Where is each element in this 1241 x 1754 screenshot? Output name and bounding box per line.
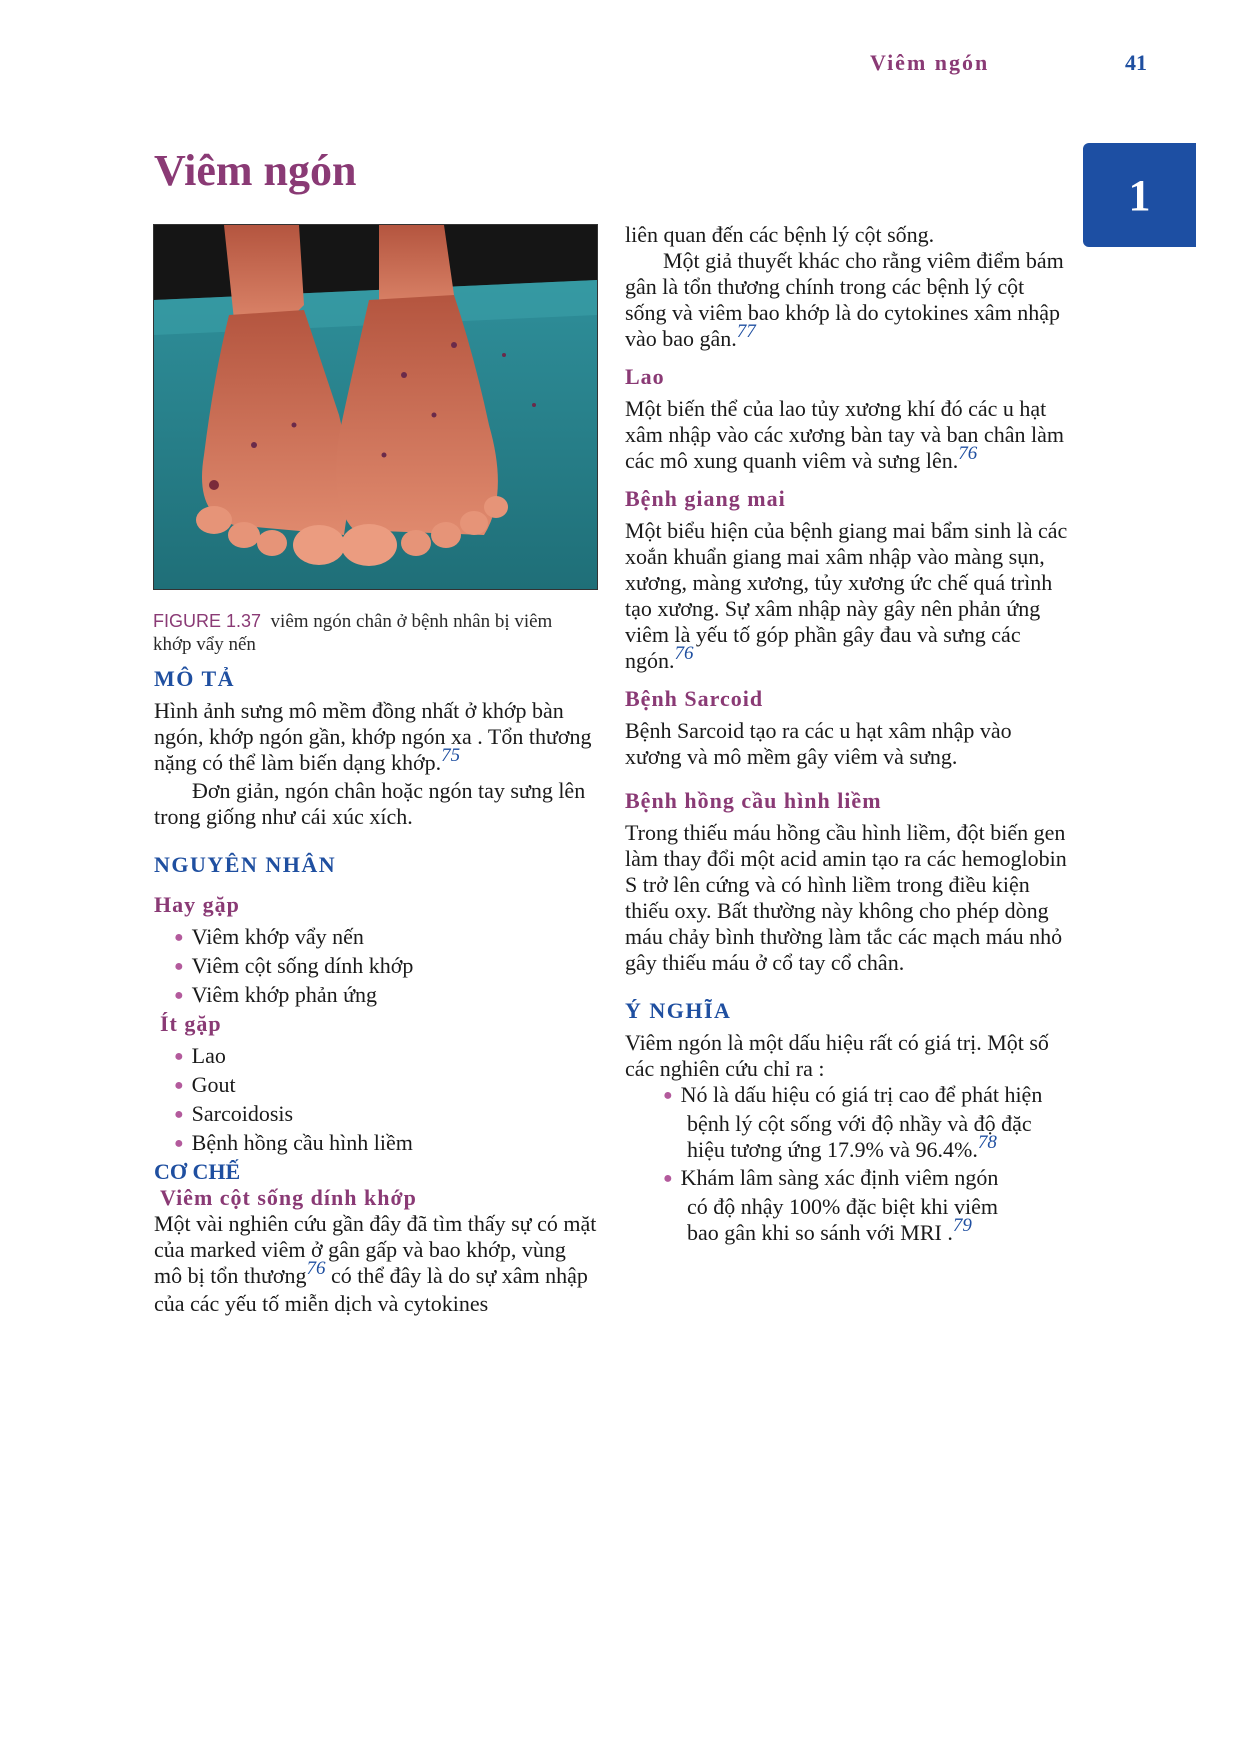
page-title: Viêm ngón xyxy=(154,146,357,195)
list-item: ● Viêm khớp phản ứng xyxy=(174,982,378,1007)
list-item: ● Gout xyxy=(174,1072,236,1097)
bullet-icon: ● xyxy=(174,1106,184,1123)
list-uncommon-causes xyxy=(154,1043,599,1159)
left-column xyxy=(154,666,599,1317)
list-item: ● Lao xyxy=(174,1043,226,1068)
figure-label: FIGURE 1.37 xyxy=(153,611,262,631)
co-che-text-a: Một vài nghiên cứu gần đây đã tìm thấy sự có mặt của marked viêm ở gân gấp và bao khớp, vùng mô bị tổn thương xyxy=(154,1211,597,1288)
reference-78: 78 xyxy=(977,1132,997,1153)
co-che-text-b: có thể đây là do sự xâm nhập của các yếu tố miễn dịch và cytokines xyxy=(154,1263,588,1316)
figure-caption xyxy=(153,610,593,656)
right-column xyxy=(625,222,1070,1248)
mo-ta-text-1: Hình ảnh sưng mô mềm đồng nhất ở khớp bàn ngón, khớp ngón gần, khớp ngón xa . Tổn thương nặng có thể làm biến dạng khớp. xyxy=(154,698,592,775)
heading-giang-mai: Bệnh giang mai xyxy=(625,486,786,511)
lao-text: Một biến thể của lao tủy xương khí đó các u hạt xâm nhập vào các xương bàn tay và ban chân làm các mô xung quanh viêm và sưng lên. xyxy=(625,396,1064,473)
bullet-icon: ● xyxy=(174,987,184,1004)
heading-sarcoid: Bệnh Sarcoid xyxy=(625,686,764,711)
heading-co-che: CƠ CHẾ xyxy=(154,1159,241,1184)
bullet-icon: ● xyxy=(663,1087,673,1104)
list-item: ● Viêm khớp vẩy nến xyxy=(174,924,364,949)
reference-76: 76 xyxy=(958,443,978,464)
list-common-causes xyxy=(154,924,599,1011)
reference-76: 76 xyxy=(306,1258,326,1279)
sarcoid-paragraph: Bệnh Sarcoid tạo ra các u hạt xâm nhập vào xương và mô mềm gây viêm và sưng. xyxy=(625,718,1012,769)
heading-mo-ta: MÔ TẢ xyxy=(154,666,236,691)
figure-photo-feet xyxy=(153,224,598,590)
bullet-icon: ● xyxy=(174,929,184,946)
bullet-icon: ● xyxy=(663,1170,673,1187)
figure-caption-text: viêm ngón chân ở bệnh nhân bị viêm khớp vẩy nến xyxy=(153,611,553,655)
list-significance xyxy=(625,1082,1065,1248)
heading-lao: Lao xyxy=(625,364,665,389)
mo-ta-paragraph-2: Đơn giản, ngón chân hoặc ngón tay sưng lên trong giống như cái xúc xích. xyxy=(154,778,586,829)
y-nghia-intro: Viêm ngón là một dấu hiệu rất có giá trị. Một số các nghiên cứu chỉ ra : xyxy=(625,1030,1049,1081)
bullet-icon: ● xyxy=(174,1048,184,1065)
chapter-tab: 1 xyxy=(1083,143,1196,247)
heading-viem-cot-song: Viêm cột sống dính khớp xyxy=(160,1185,417,1210)
theory-text: Một giả thuyết khác cho rằng viêm điểm bám gân là tổn thương chính trong các bệnh lý cột sống và viêm bao khớp là do cytokines xâm nhập vào bao gân. xyxy=(625,248,1064,351)
reference-77: 77 xyxy=(736,321,756,342)
reference-76: 76 xyxy=(674,643,694,664)
heading-nguyen-nhan: NGUYÊN NHÂN xyxy=(154,852,337,877)
page-number: 41 xyxy=(1125,50,1147,75)
heading-it-gap: Ít gặp xyxy=(160,1011,222,1036)
list-item: ● Bệnh hồng cầu hình liềm xyxy=(174,1130,413,1155)
list-item: ● Khám lâm sàng xác định viêm ngón có độ nhậy 100% đặc biệt khi viêm bao gân khi so sánh với MRI .79 xyxy=(663,1165,999,1245)
bullet-icon: ● xyxy=(174,1135,184,1152)
co-che-paragraph xyxy=(154,1211,599,1317)
list-item: ● Nó là dấu hiệu có giá trị cao để phát hiện bệnh lý cột sống với độ nhầy và độ đặc hiệu tương ứng 17.9% và 96.4%.78 xyxy=(663,1082,1043,1162)
theory-paragraph xyxy=(625,248,1070,354)
running-title: Viêm ngón xyxy=(870,50,990,75)
reference-75: 75 xyxy=(441,745,461,766)
heading-hay-gap: Hay gặp xyxy=(154,892,240,917)
lao-paragraph xyxy=(625,396,1070,476)
list-item: ● Sarcoidosis xyxy=(174,1101,294,1126)
continued-paragraph: liên quan đến các bệnh lý cột sống. xyxy=(625,222,935,247)
bullet-icon: ● xyxy=(174,1077,184,1094)
hong-cau-paragraph: Trong thiếu máu hồng cầu hình liềm, đột biến gen làm thay đổi một acid amin tạo ra các hemoglobin S trở lên cứng và có hình liềm trong điều kiện thiếu oxy. Bất thường này không cho phép dòng máu chảy bình thường làm tắc các mạch máu nhỏ gây thiếu máu ở cổ tay cổ chân. xyxy=(625,820,1067,975)
mo-ta-paragraph-1 xyxy=(154,698,599,778)
reference-79: 79 xyxy=(952,1215,972,1236)
list-item: ● Viêm cột sống dính khớp xyxy=(174,953,414,978)
heading-y-nghia: Ý NGHĨA xyxy=(625,998,732,1023)
giang-mai-paragraph xyxy=(625,518,1070,676)
giang-mai-text: Một biểu hiện của bệnh giang mai bẩm sinh là các xoắn khuẩn giang mai xâm nhập vào màng sụn, xương, màng xương, tủy xương ức chế quá trình tạo xương. Sự xâm nhập này gây nên phản ứng viêm là yếu tố góp phần gây đau và sưng các ngón. xyxy=(625,518,1068,673)
heading-hong-cau: Bệnh hồng cầu hình liềm xyxy=(625,788,882,813)
feet-illustration xyxy=(154,225,597,589)
bullet-icon: ● xyxy=(174,958,184,975)
